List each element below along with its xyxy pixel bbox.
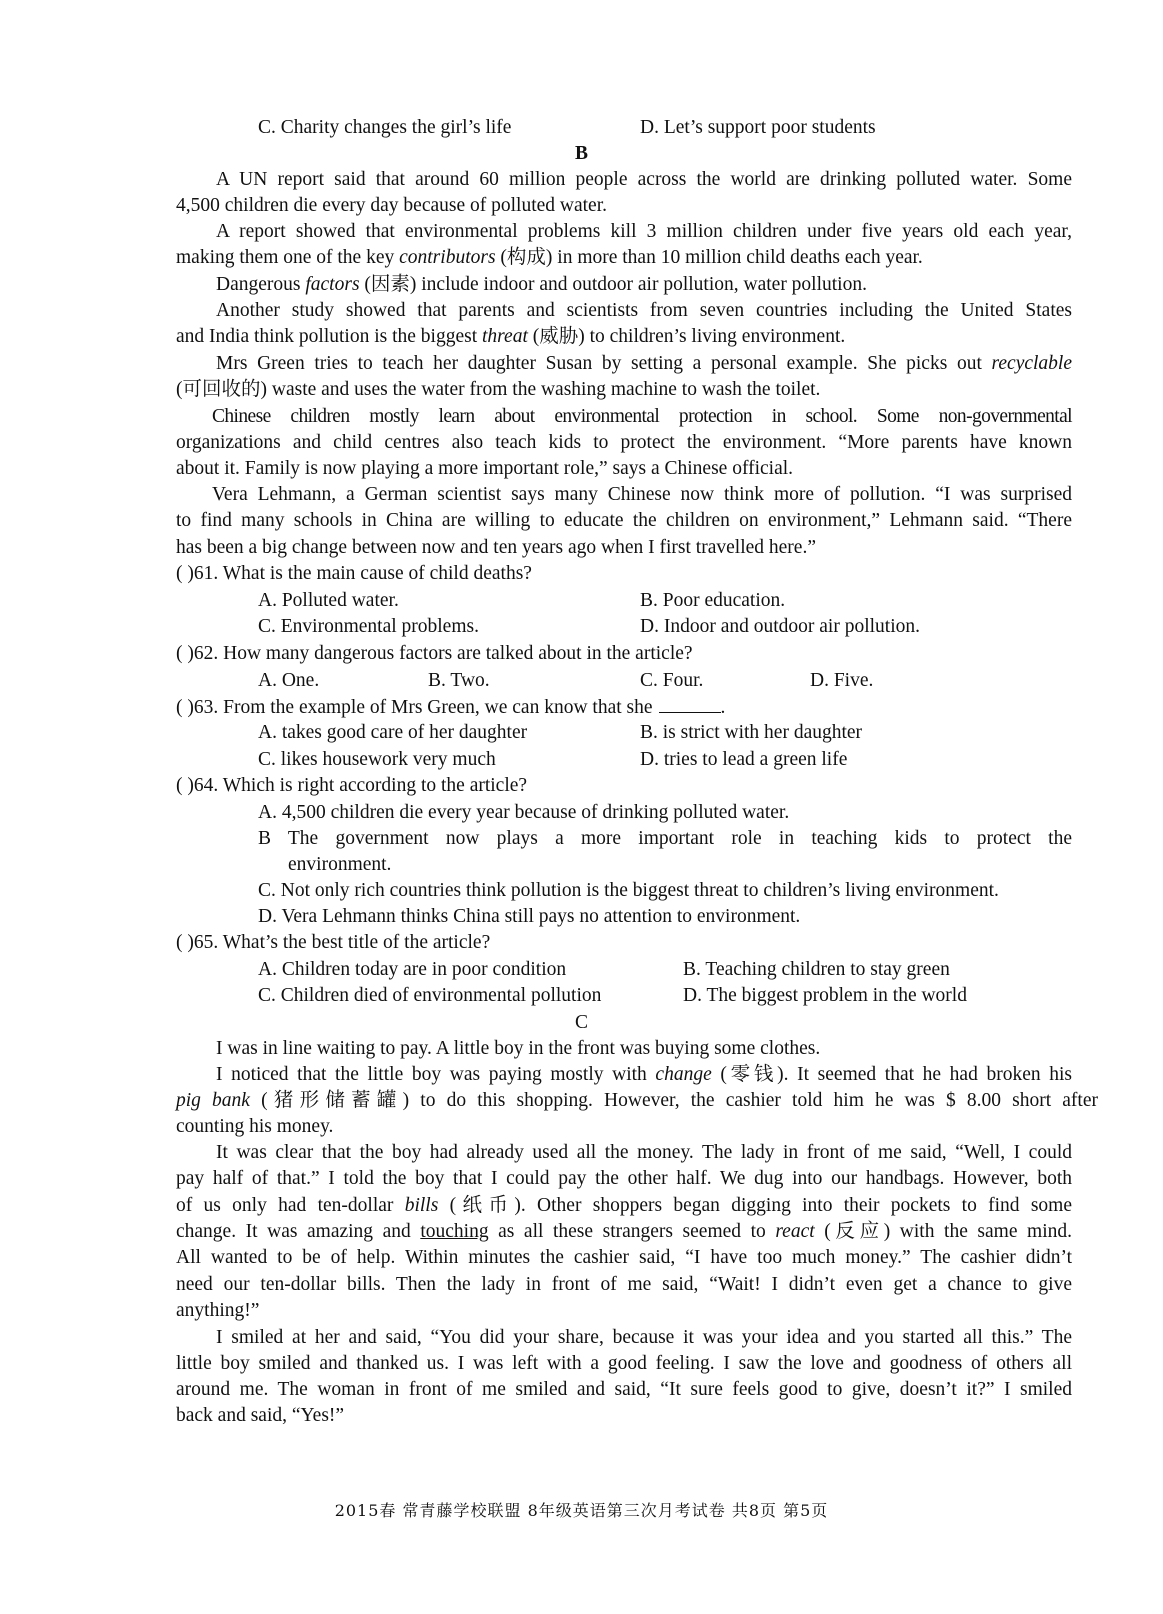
- word-react: react: [775, 1221, 815, 1242]
- passage-b-p7-line1: Vera Lehmann, a German scientist says many Chinese now think more of pollution. “I was surprised: [212, 484, 1072, 505]
- q61-option-a: A. Polluted water.: [258, 590, 399, 611]
- passage-c-p3-line4: change. It was amazing and touching as all these strangers seemed to react (反应) with the same mind.: [176, 1221, 1072, 1242]
- q64-option-b-line1: B The government now plays a more important role in teaching kids to protect the: [258, 828, 1072, 849]
- passage-c-p3-line2: pay half of that.” I told the boy that I could pay the other half. We dug into our handbags. However, both: [176, 1168, 1072, 1189]
- word-pig-bank: pig bank: [176, 1090, 250, 1111]
- page-footer: 2015春 常青藤学校联盟 8年级英语第三次月考试卷 共8页 第5页: [334, 1501, 829, 1520]
- passage-b-p2-line2: making them one of the key contributors (构成) in more than 10 million child deaths each year.: [176, 247, 923, 268]
- q63-option-d: D. tries to lead a green life: [640, 749, 848, 770]
- q63-option-c: C. likes housework very much: [258, 749, 496, 770]
- q61-option-d: D. Indoor and outdoor air pollution.: [640, 616, 920, 637]
- word-recyclable: recyclable: [991, 353, 1072, 374]
- passage-b-p6-line1: Chinese children mostly learn about environmental protection in school. Some non-governmental: [212, 406, 1072, 427]
- passage-c-p3-line6: need our ten-dollar bills. Then the lady in front of me said, “Wait! I didn’t even get a chance to give: [176, 1274, 1072, 1295]
- q62-stem: ( )62. How many dangerous factors are talked about in the article?: [176, 643, 693, 664]
- q62-option-d: D. Five.: [810, 670, 874, 691]
- passage-c-p2-line1: I noticed that the little boy was paying mostly with change (零钱). It seemed that he had broken his: [216, 1064, 1073, 1085]
- answer-blank: [659, 694, 721, 713]
- q65-stem: ( )65. What’s the best title of the article?: [176, 932, 491, 953]
- word-contributors: contributors: [399, 247, 496, 268]
- passage-b-p1-line2: 4,500 children die every day because of polluted water.: [176, 195, 608, 216]
- q62-option-c: C. Four.: [640, 670, 704, 691]
- passage-b-p5-line2: (可回收的) waste and uses the water from the washing machine to wash the toilet.: [176, 379, 821, 400]
- passage-c-p1: I was in line waiting to pay. A little boy in the front was buying some clothes.: [216, 1038, 821, 1059]
- word-touching: touching: [420, 1221, 489, 1242]
- passage-b-p1-line1: A UN report said that around 60 million people across the world are drinking polluted water. Some: [216, 169, 1072, 190]
- passage-c-p4-line4: back and said, “Yes!”: [176, 1405, 345, 1426]
- word-threat: threat: [482, 326, 528, 347]
- q63-option-b: B. is strict with her daughter: [640, 722, 863, 743]
- q63-stem: ( )63. From the example of Mrs Green, we can know that she .: [176, 694, 725, 721]
- passage-b-p3: Dangerous factors (因素) include indoor and outdoor air pollution, water pollution.: [216, 274, 867, 295]
- section-c-heading: C: [574, 1012, 588, 1033]
- q61-option-c: C. Environmental problems.: [258, 616, 479, 637]
- passage-c-p2-line3: counting his money.: [176, 1116, 334, 1137]
- q64-option-d: D. Vera Lehmann thinks China still pays no attention to environment.: [258, 906, 801, 927]
- passage-c-p2-line2: pig bank (猪形储蓄罐) to do this shopping. However, the cashier told him he was $ 8.00 short after: [176, 1090, 1098, 1111]
- passage-b-p4-line2: and India think pollution is the biggest threat (威胁) to children’s living environment.: [176, 326, 846, 347]
- section-b-heading: B: [574, 143, 588, 164]
- q60-option-c: C. Charity changes the girl’s life: [258, 117, 512, 138]
- passage-c-p3-line3: of us only had ten-dollar bills (纸币). Other shoppers began digging into their pockets to find some: [176, 1195, 1072, 1216]
- passage-b-p6-line3: about it. Family is now playing a more important role,” says a Chinese official.: [176, 458, 794, 479]
- q61-stem: ( )61. What is the main cause of child deaths?: [176, 563, 532, 584]
- passage-c-p3-line7: anything!”: [176, 1300, 260, 1321]
- q62-option-b: B. Two.: [428, 670, 490, 691]
- word-change: change: [655, 1064, 712, 1085]
- passage-c-p4-line3: around me. The woman in front of me smiled and said, “It sure feels good to give, doesn’t it?” I smiled: [176, 1379, 1072, 1400]
- q64-option-b-line2: environment.: [288, 854, 392, 875]
- passage-b-p7-line2: to find many schools in China are willing to educate the children on environment,” Lehmann said. “There: [176, 510, 1072, 531]
- passage-c-p4-line2: little boy smiled and thanked us. I was left with a good feeling. I saw the love and goodness of others all: [176, 1353, 1072, 1374]
- passage-b-p2-line1: A report showed that environmental problems kill 3 million children under five years old each year,: [216, 221, 1072, 242]
- passage-c-p3-line1: It was clear that the boy had already used all the money. The lady in front of me said, “Well, I could: [216, 1142, 1072, 1163]
- q65-option-a: A. Children today are in poor condition: [258, 959, 567, 980]
- q65-option-b: B. Teaching children to stay green: [683, 959, 950, 980]
- q64-option-a: A. 4,500 children die every year because of drinking polluted water.: [258, 802, 790, 823]
- passage-b-p4-line1: Another study showed that parents and scientists from seven countries including the United States: [216, 300, 1072, 321]
- word-factors: factors: [305, 274, 360, 295]
- q63-option-a: A. takes good care of her daughter: [258, 722, 528, 743]
- passage-b-p6-line2: organizations and child centres also teach kids to protect the environment. “More parents have known: [176, 432, 1072, 453]
- q61-option-b: B. Poor education.: [640, 590, 786, 611]
- q60-option-d: D. Let’s support poor students: [640, 117, 876, 138]
- passage-c-p3-line5: All wanted to be of help. Within minutes the cashier said, “I have too much money.” The cashier didn’t: [176, 1247, 1072, 1268]
- q65-option-d: D. The biggest problem in the world: [683, 985, 967, 1006]
- q64-option-c: C. Not only rich countries think pollution is the biggest threat to children’s living environment.: [258, 880, 999, 901]
- q64-stem: ( )64. Which is right according to the article?: [176, 775, 528, 796]
- word-bills: bills: [404, 1195, 439, 1216]
- passage-c-p4-line1: I smiled at her and said, “You did your share, because it was your idea and you started all this.” The: [216, 1327, 1072, 1348]
- q62-option-a: A. One.: [258, 670, 320, 691]
- q65-option-c: C. Children died of environmental pollution: [258, 985, 602, 1006]
- passage-b-p5-line1: Mrs Green tries to teach her daughter Susan by setting a personal example. She picks out recyclable: [216, 353, 1072, 374]
- passage-b-p7-line3: has been a big change between now and ten years ago when I first travelled here.”: [176, 537, 816, 558]
